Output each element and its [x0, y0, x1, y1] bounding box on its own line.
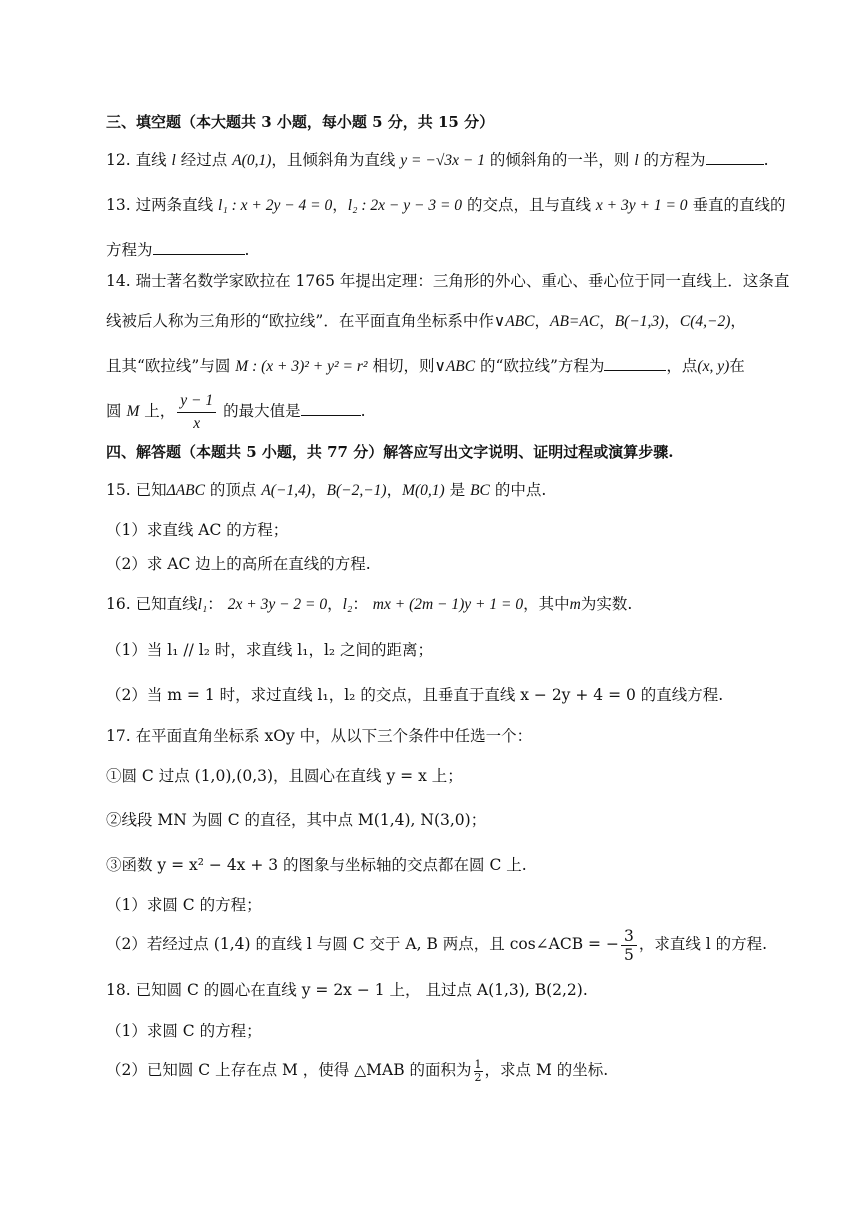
q13-text-b: 的交点，且与直线 — [462, 196, 596, 214]
q14-triangle-2: ∨ABC — [434, 358, 476, 375]
q14-line2-a: 线被后人称为三角形的“欧拉线”．在平面直角坐标系中作 — [106, 312, 494, 330]
q18-fraction — [474, 1059, 483, 1084]
q14-number: 14. — [106, 272, 136, 290]
q15-text-b: 的顶点 — [204, 481, 262, 499]
q14-point-xy: (x, y) — [697, 358, 730, 375]
q12-answer-blank[interactable] — [706, 150, 764, 165]
q14-line3-d: ，点 — [666, 357, 698, 375]
question-12 — [106, 150, 769, 171]
q18-number: 18. — [106, 981, 136, 999]
q16-l2: l₂ — [342, 596, 353, 613]
q16-number: 16. — [106, 595, 136, 613]
q17-part-2 — [106, 924, 767, 964]
q14-point-c: C(4,−2) — [679, 313, 731, 330]
q17-part-1: （1）求圆 C 的方程； — [106, 896, 262, 914]
q17-condition-2: ②线段 MN 为圆 C 的直径，其中点 M(1,4), N(3,0)； — [106, 811, 487, 829]
q15-point-b: B(−2,−1) — [326, 482, 387, 499]
question-18 — [106, 980, 588, 1000]
q15-part-2: （2）求 AC 边上的高所在直线的方程. — [106, 555, 371, 573]
question-15 — [106, 480, 546, 501]
q17-fraction-denominator: 5 — [623, 945, 634, 964]
q17-condition-3: ③函数 y = x² − 4x + 3 的图象与坐标轴的交点都在圆 C 上. — [106, 856, 527, 874]
question-13 — [106, 195, 785, 216]
q18-part-2-text-b: ，求点 M 的坐标. — [484, 1061, 609, 1079]
section-4-heading: 四、解答题（本题共 5 小题，共 77 分）解答应写出文字说明、证明过程或演算步骤. — [106, 443, 674, 461]
q14-line3-c: 的“欧拉线”方程为 — [475, 357, 605, 375]
q13-l2: l₂ : 2x − y − 3 = 0 — [347, 197, 463, 214]
q14-end: . — [360, 402, 366, 420]
q15-text-c: 是 — [444, 481, 471, 499]
q13-answer-blank[interactable] — [153, 240, 245, 255]
q18-part-1: （1）求圆 C 的方程； — [106, 1022, 262, 1040]
question-14-line-4 — [106, 389, 366, 435]
q16-text-f: 为实数. — [580, 595, 633, 613]
q16-text-d: ： — [352, 595, 373, 613]
q15-sep-2: ， — [386, 481, 403, 499]
q14-answer-blank-1[interactable] — [604, 356, 666, 371]
q15-triangle: ΔABC — [166, 482, 205, 499]
q12-text-c: ，且倾斜角为直线 — [271, 151, 401, 169]
q14-line3-b: 相切，则 — [367, 357, 435, 375]
q18-fraction-numerator: 1 — [474, 1057, 482, 1071]
q12-l-2: l — [634, 152, 639, 169]
q14-sep-2: ， — [599, 312, 615, 330]
q15-part-1: （1）求直线 AC 的方程； — [106, 521, 289, 539]
section-3-heading: 三、填空题（本大题共 3 小题，每小题 5 分，共 15 分） — [106, 113, 495, 131]
q16-eq2: mx + (2m − 1)y + 1 = 0 — [372, 596, 524, 613]
q14-sep-4: ， — [730, 312, 746, 330]
q12-text-e: 的方程为 — [638, 151, 706, 169]
q15-bc: BC — [470, 482, 490, 499]
q14-fraction-numerator: y − 1 — [177, 390, 216, 413]
q13-text-c: 垂直的直线的 — [687, 196, 786, 214]
q16-l1: l₁ — [197, 596, 208, 613]
q17-part-2-text-b: ，求直线 l 的方程. — [638, 935, 768, 953]
q14-sep-1: ， — [534, 312, 550, 330]
q14-circle: M : (x + 3)² + y² = r² — [235, 358, 368, 375]
q13-text-a: 过两条直线 — [135, 196, 219, 214]
q16-text-e: ，其中 — [523, 595, 570, 613]
q12-text-b: 经过点 — [175, 151, 233, 169]
q12-end: . — [763, 151, 769, 169]
q18-part-2-text-a: （2）已知圆 C 上存在点 M ，使得 △MAB 的面积为 — [106, 1061, 472, 1079]
q15-text-d: 的中点. — [489, 481, 547, 499]
q16-text-b: ： — [207, 595, 228, 613]
q17-intro: 在平面直角坐标系 xOy 中，从以下三个条件中任选一个： — [135, 727, 533, 745]
q14-triangle: ∨ABC — [493, 313, 535, 330]
q12-point: A(0,1) — [232, 152, 272, 169]
q12-text-d: 的倾斜角的一半，则 — [484, 151, 635, 169]
q14-line1: 瑞士著名数学家欧拉在 1765 年提出定理：三角形的外心、重心、垂心位于同一直线上．这条直 — [135, 272, 790, 290]
question-14-line-1 — [106, 271, 789, 291]
q16-part-2: （2）当 m = 1 时，求过直线 l₁，l₂ 的交点，且垂直于直线 x − 2y + 4 = 0 的直线方程. — [106, 686, 724, 704]
q14-sep-3: ， — [664, 312, 680, 330]
q12-number: 12. — [106, 151, 136, 169]
q14-line3-a: 且其“欧拉线”与圆 — [106, 357, 236, 375]
question-13-line-2 — [106, 240, 249, 260]
q17-fraction-numerator: 3 — [621, 927, 637, 946]
q12-l: l — [171, 152, 176, 169]
q15-point-a: A(−1,4) — [261, 482, 311, 499]
q17-fraction — [621, 927, 637, 964]
q15-number: 15. — [106, 481, 136, 499]
q16-m: m — [569, 596, 581, 613]
q14-line4-c: 的最大值是 — [218, 402, 301, 420]
q14-line4-b: 上， — [139, 402, 176, 420]
question-17 — [106, 726, 532, 746]
q14-fraction-denominator: x — [193, 414, 201, 432]
q17-number: 17. — [106, 727, 136, 745]
question-14-line-3 — [106, 356, 745, 377]
q13-perp-line: x + 3y + 1 = 0 — [595, 197, 688, 214]
q14-line4-a: 圆 — [106, 402, 127, 420]
q12-text-a: 直线 — [135, 151, 172, 169]
q13-line2-text: 方程为 — [106, 241, 153, 259]
question-16 — [106, 594, 632, 615]
q18-fraction-denominator: 2 — [474, 1070, 482, 1084]
q16-eq1: 2x + 3y − 2 = 0 — [227, 596, 328, 613]
q13-l1: l₁ : x + 2y − 4 = 0 — [218, 197, 333, 214]
q18-text: 已知圆 C 的圆心在直线 y = 2x − 1 上， 且过点 A(1,3), B(2,2). — [135, 981, 588, 999]
q14-m: M — [126, 403, 140, 420]
q17-condition-1: ①圆 C 过点 (1,0),(0,3)，且圆心在直线 y = x 上； — [106, 767, 463, 785]
q14-fraction — [177, 390, 216, 435]
q15-sep-1: ， — [310, 481, 327, 499]
q14-line3-e: 在 — [729, 357, 745, 375]
q14-ab-ac: AB=AC — [550, 313, 600, 330]
q13-sep: ， — [332, 196, 348, 214]
q12-line-eq: y = −√3x − 1 — [400, 152, 485, 169]
q14-point-b: B(−1,3) — [614, 313, 665, 330]
q16-part-1: （1）当 l₁ // l₂ 时，求直线 l₁，l₂ 之间的距离； — [106, 641, 434, 659]
q16-text-c: ， — [327, 595, 343, 613]
q18-part-2 — [106, 1055, 608, 1085]
q16-text-a: 已知直线 — [135, 595, 198, 613]
q15-text-a: 已知 — [135, 481, 167, 499]
q17-part-2-text-a: （2）若经过点 (1,4) 的直线 l 与圆 C 交于 A, B 两点，且 cos∠ACB = − — [106, 935, 619, 953]
q14-answer-blank-2[interactable] — [301, 401, 361, 416]
q15-point-m: M(0,1) — [402, 482, 445, 499]
q13-end: . — [244, 241, 250, 259]
question-14-line-2 — [106, 311, 746, 332]
q13-number: 13. — [106, 196, 136, 214]
